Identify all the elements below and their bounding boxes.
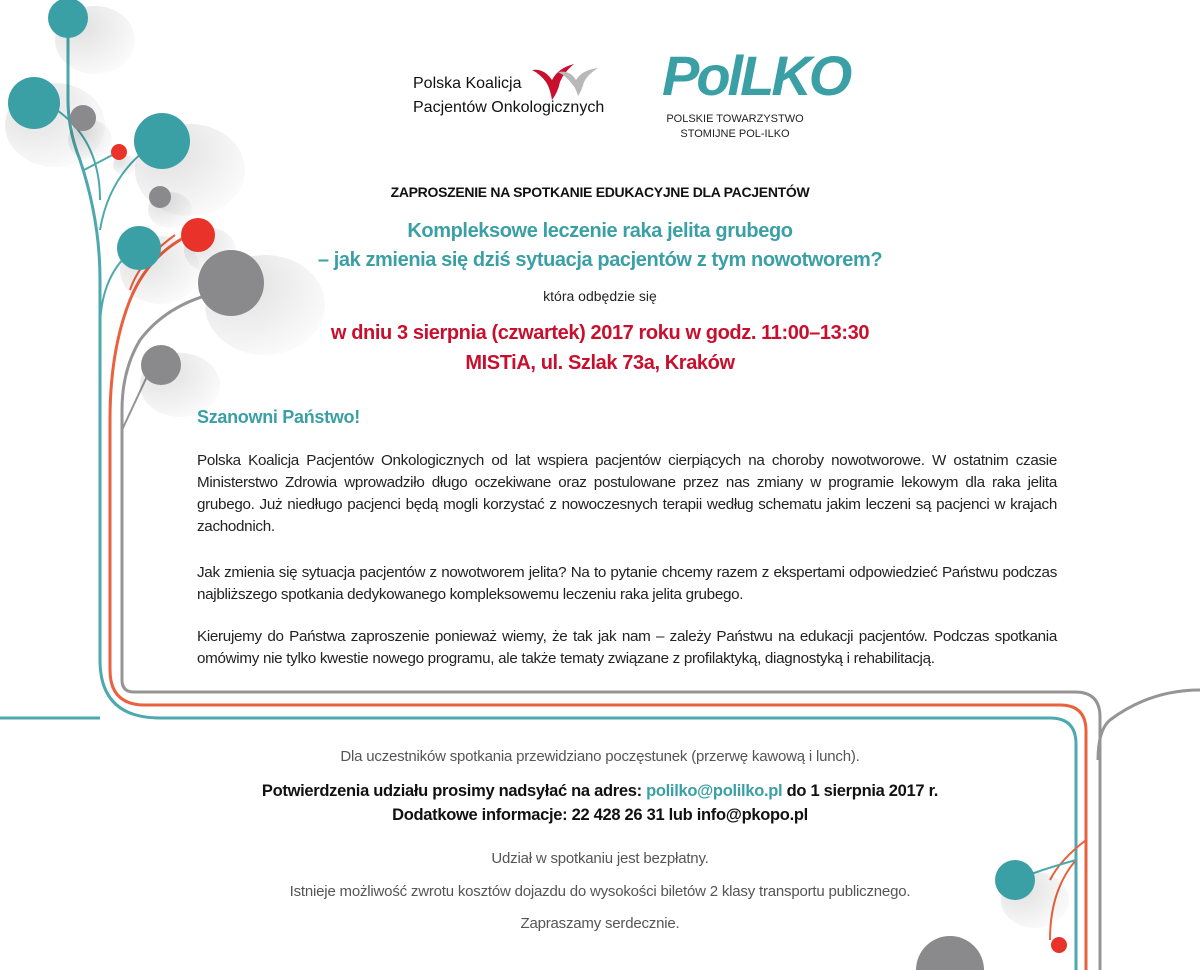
polilko-subtitle-line1: POLSKIE TOWARZYSTWO — [666, 113, 804, 125]
pkpo-logo-line2: Pacjentów Onkologicznych — [413, 99, 605, 116]
which-text: która odbędzie się — [543, 288, 657, 304]
event-title-line1: Kompleksowe leczenie raka jelita grubego — [407, 220, 793, 242]
polilko-logo-subtitle — [660, 112, 810, 142]
event-place: MISTiA, ul. Szlak 73a, Kraków — [465, 352, 735, 374]
letter-greeting: Szanowni Państwo! — [197, 407, 360, 427]
closing-invitation: Zapraszamy serdecznie. — [520, 915, 680, 932]
event-title-line2: – jak zmienia się dziś sytuacja pacjentów z tym nowotworem? — [317, 249, 883, 271]
pkpo-logo-line1: Polska Koalicja — [413, 75, 522, 92]
confirmation-email-link[interactable]: polilko@polilko.pl — [646, 782, 783, 800]
event-date: w dniu 3 sierpnia (czwartek) 2017 roku w godz. 11:00–13:30 — [330, 322, 870, 344]
letter-paragraph-3: Kierujemy do Państwa zaproszenie ponieważ wiemy, że tak jak nam – zależy Państwu na edukacji pacjentów. Podczas spotkania omówimy nie tylko kwestie nowego programu, ale także tematy związane z profilaktyką, diagnostyką i rehabilitacją. — [197, 628, 1057, 667]
invitation-heading: ZAPROSZENIE NA SPOTKANIE EDUKACYJNE DLA PACJENTÓW — [390, 184, 810, 200]
letter-paragraph-2: Jak zmienia się sytuacja pacjentów z nowotworem jelita? Na to pytanie chcemy razem z ekspertami odpowiedzieć Państwu podczas najbliższego spotkania dedykowanego kompleksowemu leczeniu raka jelita grubego. — [197, 564, 1057, 603]
confirmation-deadline: do 1 sierpnia 2017 r. — [782, 782, 939, 800]
catering-note: Dla uczestników spotkania przewidziano poczęstunek (przerwę kawową i lunch). — [340, 748, 860, 765]
additional-info: Dodatkowe informacje: 22 428 26 31 lub info@pkopo.pl — [392, 806, 808, 824]
letter-paragraph-1: Polska Koalicja Pacjentów Onkologicznych od lat wspiera pacjentów cierpiących na choroby nowotworowe. W ostatnim czasie Ministerstwo Zdrowia wprowadziło długo oczekiwane oraz postulowane przez nas zmiany w programie lekowym dla raka jelita grubego. Już niedługo pacjenci będą mogli korzystać z nowoczesnych terapii według schematu jakim leczeni są pacjenci w krajach zachodnich. — [197, 452, 1057, 535]
polilko-logo: PolLKO — [662, 44, 850, 107]
free-participation-note: Udział w spotkaniu jest bezpłatny. — [491, 850, 709, 867]
confirmation-line — [0, 782, 1200, 801]
travel-refund-note: Istnieje możliwość zwrotu kosztów dojazdu do wysokości biletów 2 klasy transportu publicznego. — [289, 883, 911, 900]
polilko-subtitle-line2: STOMIJNE POL-ILKO — [680, 128, 790, 140]
swallows-logo-icon — [530, 58, 602, 104]
confirmation-text: Potwierdzenia udziału prosimy nadsyłać na adres: — [261, 782, 647, 800]
